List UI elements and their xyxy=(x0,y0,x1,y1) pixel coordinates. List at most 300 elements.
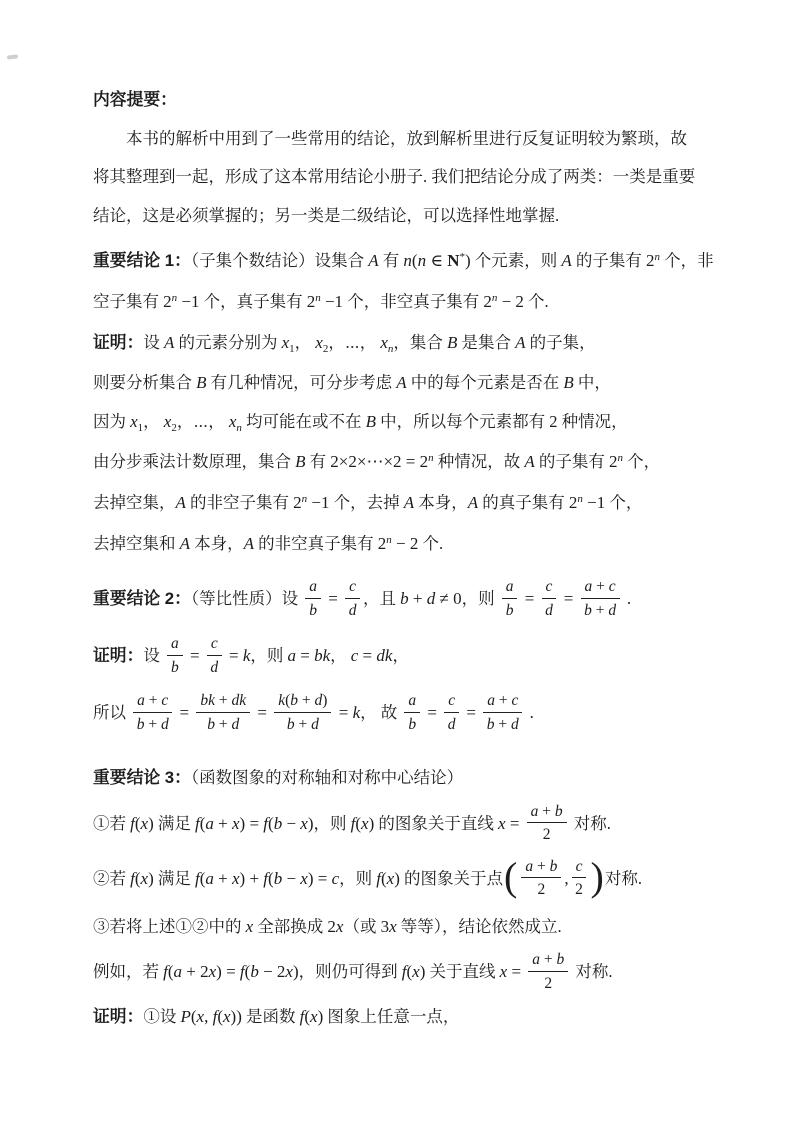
math-variable: x xyxy=(389,916,397,936)
math-variable: A xyxy=(524,452,535,472)
math-variable: b xyxy=(136,715,145,733)
math-text: ) + xyxy=(239,868,264,888)
fraction xyxy=(196,690,250,734)
math-variable: d xyxy=(160,715,169,733)
text-run: 设 xyxy=(143,646,164,666)
fraction-numerator xyxy=(133,690,172,713)
text-run: 将其整理到一起，形成了这本常用结论小册子. 我们把结论分成了两类：一类是重要 xyxy=(93,167,696,187)
math-variable: f xyxy=(195,813,200,833)
math-variable: x xyxy=(130,411,138,431)
math-variable: A xyxy=(396,373,407,393)
text-run: 的图象关于直线 xyxy=(374,813,499,833)
text-run: 有 xyxy=(378,251,404,271)
math-variable: a xyxy=(287,646,296,666)
fraction-denominator xyxy=(572,878,587,900)
math-variable: x xyxy=(140,813,149,833)
math-variable: bk xyxy=(314,646,331,666)
superscript: n xyxy=(171,291,178,304)
text-run: ，则 xyxy=(461,589,499,609)
math-text: + xyxy=(215,692,232,710)
text-run: ，则仍可得到 xyxy=(298,962,402,982)
text-run: 则要分析集合 xyxy=(93,373,197,393)
math-variable: c xyxy=(575,857,583,875)
math-text: ) xyxy=(322,692,328,710)
math-variable: x xyxy=(228,411,237,431)
conclusion-1-statement-line xyxy=(93,283,793,324)
superscript: n xyxy=(428,452,434,465)
math-variable: B xyxy=(295,452,306,472)
fraction-denominator xyxy=(521,878,561,900)
fraction-numerator xyxy=(207,633,222,656)
text-run: 满足 xyxy=(153,813,195,833)
math-text: −1 xyxy=(307,492,330,512)
math-text: + xyxy=(533,857,550,875)
conclusion-3-item-2 xyxy=(93,850,793,908)
math-variable: f xyxy=(299,1007,305,1027)
math-variable: d xyxy=(210,658,219,676)
bold-label: 内容提要： xyxy=(93,90,177,109)
subscript: 1 xyxy=(137,421,144,434)
text-run: 空子集有 xyxy=(93,291,164,311)
math-variable: c xyxy=(511,692,519,710)
math-bold-symbol: N xyxy=(447,251,460,271)
math-text: ( xyxy=(381,868,387,888)
math-text: + xyxy=(144,692,162,710)
math-text: . xyxy=(622,589,632,609)
text-run: （或 xyxy=(343,916,381,936)
math-text: = xyxy=(507,962,526,982)
text-run: 结论，这是必须掌握的；另一类是二级结论，可以选择性地掌握. xyxy=(93,205,560,225)
math-text: ( xyxy=(134,868,141,888)
text-run: 的子集有 xyxy=(571,251,647,271)
math-variable: x xyxy=(208,962,217,982)
conclusion-3-proof-line xyxy=(93,998,793,1037)
subscript: 2 xyxy=(322,342,329,355)
math-text: ) xyxy=(419,962,426,982)
math-variable: x xyxy=(232,813,240,833)
math-text: ( xyxy=(355,813,362,833)
math-variable: x xyxy=(223,1007,231,1027)
fraction-denominator xyxy=(133,713,172,735)
math-text: ( xyxy=(285,692,291,710)
block-conclusion-3 xyxy=(93,759,793,1037)
text-run: 是函数 xyxy=(241,1007,300,1027)
fraction-numerator xyxy=(572,856,587,879)
math-variable: d xyxy=(348,601,357,619)
text-run: 图象上任意一点， xyxy=(323,1007,460,1027)
text-run: 个. xyxy=(418,533,444,553)
fraction xyxy=(483,690,522,734)
text-run: ，则 xyxy=(313,813,351,833)
math-text: + xyxy=(591,601,609,619)
fraction-denominator xyxy=(274,713,331,735)
math-variable: A xyxy=(515,332,526,352)
subscript: n xyxy=(387,342,394,355)
math-variable: A xyxy=(243,533,255,553)
math-text: ∈ xyxy=(426,251,448,271)
math-text: ) = xyxy=(216,962,240,982)
superscript: n xyxy=(617,452,624,465)
math-text: ( xyxy=(217,1007,223,1027)
text-run: 的非空子集有 xyxy=(185,492,294,512)
fraction-denominator xyxy=(581,599,620,621)
conclusion-3-item-3 xyxy=(93,908,793,947)
fraction-numerator xyxy=(274,690,331,713)
math-text: + xyxy=(213,868,232,888)
text-run: 种情况，故 xyxy=(433,452,525,472)
text-run: ， xyxy=(294,332,316,352)
math-text: ≠ 0 xyxy=(435,589,462,609)
math-text: , xyxy=(204,1007,213,1027)
text-run: ②若 xyxy=(93,868,131,888)
fraction-denominator xyxy=(404,713,420,735)
fraction-numerator xyxy=(542,576,557,599)
conclusion-1-statement-line xyxy=(93,242,793,283)
math-text: 2×2×⋯×2 = 2 xyxy=(330,452,429,472)
math-variable: x xyxy=(335,916,344,936)
math-text: = xyxy=(224,646,243,666)
math-variable: a xyxy=(525,857,534,875)
math-text: + xyxy=(144,715,161,733)
conclusion-3-example-line xyxy=(93,946,793,998)
math-variable: b xyxy=(549,857,558,875)
text-run: ，⋯， xyxy=(176,411,229,431)
math-text: ( xyxy=(199,868,206,888)
math-text: ( xyxy=(134,813,141,833)
fraction-numerator xyxy=(528,949,568,972)
math-variable: b xyxy=(486,715,495,733)
math-text: + xyxy=(215,715,232,733)
math-text: − 2 xyxy=(391,533,419,553)
math-variable: c xyxy=(448,692,456,710)
bold-label: 证明： xyxy=(93,646,144,666)
math-variable: bk xyxy=(200,692,215,710)
math-variable: f xyxy=(195,868,200,888)
math-text: 2 xyxy=(293,492,302,512)
fraction xyxy=(572,856,587,900)
math-variable: b xyxy=(290,692,299,710)
math-text: = xyxy=(423,703,442,723)
math-text: ( xyxy=(406,962,413,982)
conclusion-2-proof-line xyxy=(93,684,793,741)
math-text: 2 xyxy=(537,881,546,899)
math-variable: x xyxy=(412,962,420,982)
text-run: ， xyxy=(143,411,164,431)
math-variable: b xyxy=(584,601,592,619)
math-text: + xyxy=(408,589,427,609)
math-text: 2 xyxy=(483,291,492,311)
scan-speck-artifact xyxy=(7,54,18,59)
math-variable: a xyxy=(532,951,541,969)
math-text: = xyxy=(185,646,204,666)
subscript: 1 xyxy=(289,342,295,355)
fraction-denominator xyxy=(444,713,459,735)
text-run: 等等），结论依然成立. xyxy=(396,916,562,936)
fraction-denominator xyxy=(207,656,222,678)
math-text: )) xyxy=(230,1007,242,1027)
text-run: ③若将上述①②中的 xyxy=(93,916,246,936)
math-variable: b xyxy=(170,658,179,676)
math-variable: b xyxy=(556,951,565,969)
math-text: ( xyxy=(190,1007,197,1027)
fraction xyxy=(207,633,222,677)
math-text: + xyxy=(494,692,512,710)
superscript: * xyxy=(459,251,465,264)
math-variable: B xyxy=(563,373,574,393)
math-variable: d xyxy=(231,715,240,733)
math-text: ( xyxy=(199,813,206,833)
math-variable: k xyxy=(278,692,286,710)
math-text: , xyxy=(564,868,569,888)
math-variable: d xyxy=(545,601,553,619)
math-text: − 2 xyxy=(258,962,286,982)
math-text: −1 xyxy=(177,291,200,311)
block-intro xyxy=(93,81,793,235)
math-text: + xyxy=(538,802,555,820)
block-conclusion-1 xyxy=(93,242,793,565)
math-text: . xyxy=(525,703,534,723)
math-variable: x xyxy=(285,962,293,982)
math-text: = xyxy=(520,589,539,609)
text-run: 本身， xyxy=(190,533,244,553)
text-run: 例如，若 xyxy=(93,962,164,982)
math-variable: x xyxy=(281,332,290,352)
conclusion-3-item-1 xyxy=(93,798,793,850)
math-variable: b xyxy=(286,715,295,733)
math-text: 2 xyxy=(306,291,316,311)
fraction xyxy=(528,949,568,993)
math-text: ) = xyxy=(239,813,264,833)
math-variable: d xyxy=(311,715,319,733)
math-text: = xyxy=(253,703,272,723)
math-variable: x xyxy=(232,868,240,888)
math-text: = xyxy=(559,589,578,609)
math-variable: x xyxy=(315,332,323,352)
math-variable: d xyxy=(511,715,519,733)
math-variable: a xyxy=(530,802,539,820)
math-variable: A xyxy=(368,251,379,271)
fraction-numerator xyxy=(196,690,250,713)
fraction xyxy=(274,690,331,734)
fraction xyxy=(305,576,321,620)
summary-paragraph-line xyxy=(93,197,793,236)
text-run: ，集合 xyxy=(393,332,447,352)
text-run: 去掉空集和 xyxy=(93,533,180,553)
text-run: 个，非 xyxy=(660,251,714,271)
text-run: ①设 xyxy=(143,1007,181,1027)
text-run: 中，所以每个元素都有 2 种情况， xyxy=(376,411,628,431)
math-variable: a xyxy=(170,635,179,653)
text-run: 关于直线 xyxy=(425,962,500,982)
math-variable: f xyxy=(263,813,269,833)
fraction xyxy=(133,690,172,734)
fraction-numerator xyxy=(444,690,459,713)
fraction xyxy=(167,633,183,677)
text-run: 对称. xyxy=(571,962,613,982)
summary-heading xyxy=(93,81,793,120)
superscript: n xyxy=(491,291,498,304)
math-text: + xyxy=(298,692,315,710)
math-text: + xyxy=(213,813,232,833)
math-text: + xyxy=(494,715,511,733)
math-text: 2 xyxy=(327,916,336,936)
fraction-numerator xyxy=(167,633,183,656)
math-variable: a xyxy=(309,578,318,596)
conclusion-1-proof-line xyxy=(93,484,793,525)
fraction-denominator xyxy=(345,599,360,621)
math-variable: d xyxy=(447,715,456,733)
math-text: ( xyxy=(268,868,274,888)
math-variable: x xyxy=(310,1007,318,1027)
fraction-numerator xyxy=(581,576,620,599)
math-variable: x xyxy=(300,813,308,833)
math-variable: x xyxy=(140,868,149,888)
superscript: n xyxy=(386,533,392,546)
fraction-denominator xyxy=(527,823,567,845)
fraction-denominator xyxy=(483,713,522,735)
conclusion-1-proof-line xyxy=(93,403,793,444)
math-variable: x xyxy=(386,868,395,888)
math-text: − xyxy=(282,813,301,833)
text-run: ， xyxy=(392,646,409,666)
text-run: 的非空真子集有 xyxy=(254,533,378,553)
math-variable: B xyxy=(365,411,377,431)
summary-paragraph-line xyxy=(93,120,793,159)
text-run: 有 xyxy=(305,452,331,472)
text-run: 个，真子集有 xyxy=(199,291,307,311)
math-variable: dk xyxy=(231,692,247,710)
math-variable: x xyxy=(499,962,508,982)
math-variable: A xyxy=(175,492,186,512)
text-run: ，则 xyxy=(339,868,377,888)
superscript: n xyxy=(315,291,321,304)
math-variable: a xyxy=(487,692,495,710)
subscript: n xyxy=(236,421,242,434)
math-variable: f xyxy=(263,868,269,888)
fraction xyxy=(444,690,459,734)
math-variable: b xyxy=(273,813,283,833)
fraction-numerator xyxy=(345,576,360,599)
math-variable: f xyxy=(401,962,407,982)
math-variable: f xyxy=(239,962,245,982)
fraction-numerator xyxy=(483,690,522,713)
text-run: 个， xyxy=(623,452,661,472)
math-text: 2 xyxy=(163,291,172,311)
fraction xyxy=(542,576,557,620)
text-run: 中的每个元素是否在 xyxy=(406,373,564,393)
fraction xyxy=(404,690,420,734)
math-variable: A xyxy=(163,332,175,352)
math-variable: b xyxy=(273,868,283,888)
math-text: ) xyxy=(394,868,400,888)
text-run: 本身， xyxy=(414,492,468,512)
text-run: 全部换成 xyxy=(253,916,328,936)
math-variable: A xyxy=(561,251,572,271)
math-text: ) xyxy=(368,813,375,833)
bold-label: 重要结论 2： xyxy=(93,589,191,609)
math-variable: a xyxy=(205,868,214,888)
superscript: n xyxy=(301,492,308,505)
fraction-numerator xyxy=(521,856,561,879)
math-variable: x xyxy=(380,332,388,352)
conclusion-1-proof-line xyxy=(93,324,793,365)
math-variable: b xyxy=(554,802,563,820)
text-run: 的图象关于点 xyxy=(399,868,504,888)
math-text: ) xyxy=(464,251,471,271)
math-variable: n xyxy=(403,251,412,271)
math-text: − xyxy=(282,868,301,888)
fraction-numerator xyxy=(404,690,420,713)
math-variable: f xyxy=(376,868,381,888)
math-variable: a xyxy=(584,578,593,596)
math-text: ) xyxy=(148,868,154,888)
math-variable: c xyxy=(608,578,616,596)
math-text: 2 xyxy=(568,492,578,512)
math-variable: d xyxy=(426,589,436,609)
summary-paragraph-line xyxy=(93,158,793,197)
fraction xyxy=(345,576,360,620)
bold-label: 重要结论 1： xyxy=(93,251,191,271)
fraction-denominator xyxy=(502,599,518,621)
math-variable: a xyxy=(137,692,145,710)
math-text: ( xyxy=(167,962,174,982)
fraction xyxy=(521,856,561,900)
fraction-denominator xyxy=(196,713,250,735)
math-variable: k xyxy=(242,646,251,666)
math-variable: d xyxy=(608,601,617,619)
text-run: 个元素，则 xyxy=(470,251,562,271)
text-run: 有几种情况，可分步考虑 xyxy=(206,373,397,393)
text-run: 由分步乘法计数原理，集合 xyxy=(93,452,296,472)
fraction xyxy=(527,801,567,845)
math-text: = xyxy=(462,703,481,723)
math-variable: x xyxy=(498,813,506,833)
conclusion-1-proof-line xyxy=(93,525,793,566)
text-run: 对称. xyxy=(569,813,611,833)
text-run: 个， xyxy=(605,492,643,512)
superscript: n xyxy=(577,492,583,505)
math-variable: A xyxy=(467,492,479,512)
math-text: 2 xyxy=(609,452,618,472)
math-variable: f xyxy=(163,962,168,982)
conclusion-2-proof-line xyxy=(93,627,793,684)
text-run: 去掉空集， xyxy=(93,492,176,512)
text-run: 的子集有 xyxy=(534,452,610,472)
math-text: 2 xyxy=(377,533,387,553)
math-variable: x xyxy=(163,411,172,431)
block-conclusion-2 xyxy=(93,570,793,741)
math-variable: a xyxy=(505,578,514,596)
big-paren: ( xyxy=(504,853,518,899)
text-run: （子集个数结论）设集合 xyxy=(190,251,369,271)
text-run: ， 故 xyxy=(360,703,402,723)
math-text: + xyxy=(592,578,609,596)
text-run: （函数图象的对称轴和对称中心结论） xyxy=(190,768,464,788)
math-text: ) xyxy=(148,813,154,833)
bold-label: 证明： xyxy=(93,332,144,352)
fraction-denominator xyxy=(528,972,568,994)
math-variable: a xyxy=(173,962,183,982)
text-run: 个. xyxy=(523,291,549,311)
math-text: ) xyxy=(307,813,314,833)
conclusion-3-heading-line xyxy=(93,759,793,798)
math-text: = xyxy=(324,589,343,609)
math-variable: b xyxy=(400,589,409,609)
fraction xyxy=(581,576,620,620)
math-variable: c xyxy=(161,692,169,710)
math-variable: P xyxy=(180,1007,191,1027)
math-variable: a xyxy=(408,692,417,710)
